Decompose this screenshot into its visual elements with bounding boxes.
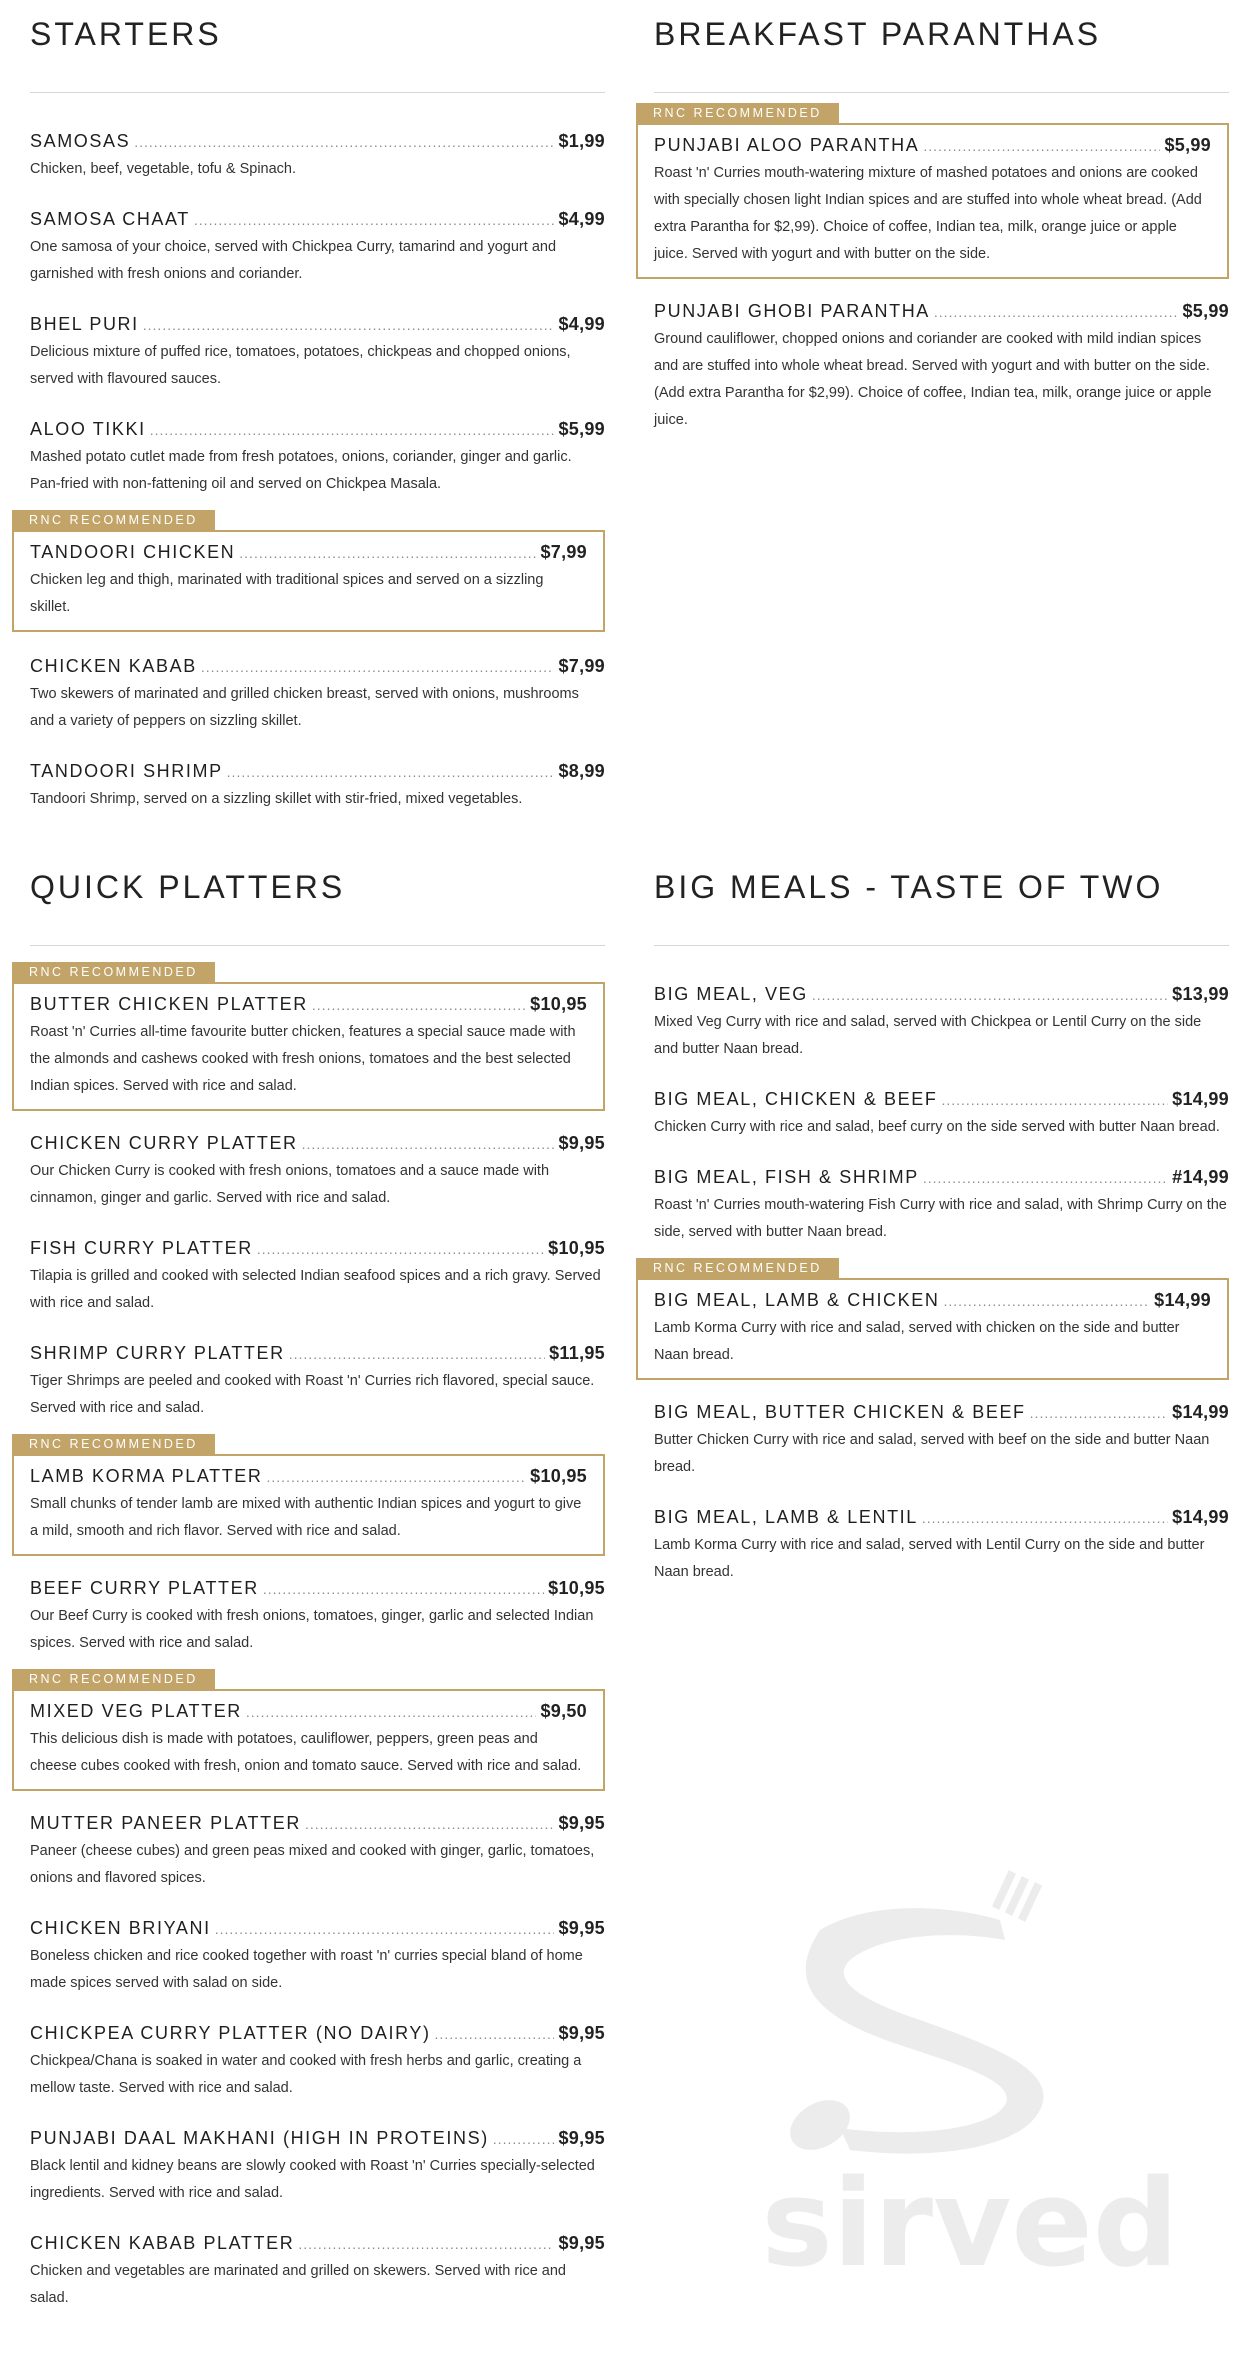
leader-dots <box>302 1132 555 1156</box>
item-name: BIG MEAL, LAMB & LENTIL <box>654 1507 918 1527</box>
item-description: Tilapia is grilled and cooked with selected Indian seafood spices and a rich gravy. Served with rice and salad. <box>30 1268 601 1311</box>
section-quick-platters <box>30 871 605 2312</box>
item-price: $5,99 <box>558 419 605 439</box>
item-name: BIG MEAL, BUTTER CHICKEN & BEEF <box>654 1402 1026 1422</box>
item-name: PUNJABI ALOO PARANTHA <box>654 135 920 155</box>
item-description: Ground cauliflower, chopped onions and coriander are cooked with mild indian spices and are stuffed into whole wheat bread. Served with yogurt and with butter on the side. (Add extra Parantha for $2,99). Choice of coffee, Indian tea, milk, orange juice or apple juice. <box>654 331 1212 428</box>
item-name: BUTTER CHICKEN PLATTER <box>30 994 308 1014</box>
item-description: Mixed Veg Curry with rice and salad, served with Chickpea or Lentil Curry on the side and butter Naan bread. <box>654 1014 1202 1057</box>
item-name: CHICKEN CURRY PLATTER <box>30 1133 298 1153</box>
leader-dots <box>312 993 526 1017</box>
section-title: QUICK PLATTERS <box>30 869 346 905</box>
item-description: Boneless chicken and rice cooked together with roast 'n' curries special bland of home made spices served with salad on side. <box>30 1948 583 1991</box>
leader-dots <box>934 300 1179 324</box>
recommended-badge: RNC RECOMMENDED <box>12 510 215 530</box>
sirved-watermark <box>700 1860 1240 2280</box>
item-price: $1,99 <box>558 131 605 151</box>
item-price: $11,95 <box>549 1343 605 1363</box>
item-name: LAMB KORMA PLATTER <box>30 1466 263 1486</box>
item-price: $4,99 <box>558 314 605 334</box>
menu-item <box>30 417 605 498</box>
leader-dots <box>150 418 555 442</box>
item-name: BHEL PURI <box>30 314 139 334</box>
item-name: PUNJABI GHOBI PARANTHA <box>654 301 930 321</box>
item-name: CHICKEN KABAB <box>30 656 197 676</box>
item-name: BEEF CURRY PLATTER <box>30 1578 259 1598</box>
leader-dots <box>923 1166 1168 1190</box>
section-starters <box>30 18 605 813</box>
item-price: $9,95 <box>558 2023 605 2043</box>
item-description: Chicken and vegetables are marinated and grilled on skewers. Served with rice and salad. <box>30 2263 566 2306</box>
item-price: $14,99 <box>1172 1089 1229 1109</box>
item-name: ALOO TIKKI <box>30 419 146 439</box>
item-name: TANDOORI SHRIMP <box>30 761 223 781</box>
item-description: Butter Chicken Curry with rice and salad, served with beef on the side and butter Naan bread. <box>654 1432 1210 1475</box>
menu-item <box>30 1341 605 1422</box>
leader-dots <box>435 2022 555 2046</box>
menu-item <box>654 1400 1229 1481</box>
menu-item <box>30 129 605 183</box>
menu-item <box>30 759 605 813</box>
recommended-box <box>12 982 605 1111</box>
menu-item <box>30 2231 605 2312</box>
item-name: CHICKPEA CURRY PLATTER (NO DAIRY) <box>30 2023 431 2043</box>
item-description: Tiger Shrimps are peeled and cooked with Roast 'n' Curries rich flavored, special sauce. Served with rice and salad. <box>30 1373 595 1416</box>
section-title: STARTERS <box>30 16 222 52</box>
item-description: Chicken leg and thigh, marinated with traditional spices and served on a sizzling skillet. <box>30 572 544 615</box>
fork-spoon-logo-icon <box>700 1860 1240 2280</box>
menu-item-recommended <box>30 1669 605 1791</box>
item-name: MIXED VEG PLATTER <box>30 1701 242 1721</box>
menu-item <box>30 2021 605 2102</box>
leader-dots <box>943 1289 1150 1313</box>
menu-item <box>654 982 1229 1063</box>
item-description: Roast 'n' Curries mouth-watering mixture of mashed potatoes and onions are cooked with specially chosen light Indian spices and are stuffed into whole wheat bread. (Add extra Parantha for $2,99). Choice of coffee, Indian tea, milk, orange juice or apple juice. Served with yogurt and with butter on the side. <box>654 165 1202 262</box>
section-divider <box>654 945 1229 946</box>
recommended-box <box>636 1278 1229 1380</box>
item-price: $14,99 <box>1172 1402 1229 1422</box>
leader-dots <box>923 134 1160 158</box>
item-name: SHRIMP CURRY PLATTER <box>30 1343 285 1363</box>
menu-item-recommended <box>30 962 605 1111</box>
item-name: TANDOORI CHICKEN <box>30 542 236 562</box>
menu-item <box>30 1916 605 1997</box>
menu-item <box>654 1505 1229 1586</box>
item-price: $4,99 <box>558 209 605 229</box>
leader-dots <box>812 983 1168 1007</box>
item-price: $9,95 <box>558 2233 605 2253</box>
watermark-text: sirved <box>761 2155 1179 2280</box>
item-description: Our Chicken Curry is cooked with fresh onions, tomatoes and a sauce made with cinnamon, ginger and garlic. Served with rice and salad. <box>30 1163 550 1206</box>
item-description: Lamb Korma Curry with rice and salad, served with chicken on the side and butter Naan bread. <box>654 1320 1180 1363</box>
item-name: BIG MEAL, FISH & SHRIMP <box>654 1167 919 1187</box>
recommended-badge: RNC RECOMMENDED <box>636 103 839 123</box>
menu-item <box>30 1576 605 1657</box>
leader-dots <box>305 1812 554 1836</box>
item-price: $9,95 <box>558 2128 605 2148</box>
item-description: Mashed potato cutlet made from fresh potatoes, onions, coriander, ginger and garlic. Pan-fried with non-fattening oil and served on Chickpea Masala. <box>30 449 572 492</box>
item-description: Two skewers of marinated and grilled chicken breast, served with onions, mushrooms and a variety of peppers on sizzling skillet. <box>30 686 579 729</box>
leader-dots <box>194 208 555 232</box>
item-description: Small chunks of tender lamb are mixed with authentic Indian spices and yogurt to give a mild, smooth and rich flavor. Served with rice and salad. <box>30 1496 582 1539</box>
section-divider <box>654 92 1229 93</box>
section-breakfast-paranthas <box>654 18 1229 434</box>
recommended-badge: RNC RECOMMENDED <box>12 962 215 982</box>
item-price: $14,99 <box>1172 1507 1229 1527</box>
item-price: $9,50 <box>540 1701 587 1721</box>
recommended-box <box>636 123 1229 279</box>
item-price: $9,95 <box>558 1813 605 1833</box>
item-price: $7,99 <box>540 542 587 562</box>
menu-item-list <box>654 103 1229 434</box>
menu-item <box>30 312 605 393</box>
section-big-meals <box>654 871 1229 1586</box>
menu-item <box>30 1236 605 1317</box>
leader-dots <box>493 2127 555 2151</box>
menu-item-list <box>654 982 1229 1586</box>
leader-dots <box>227 760 555 784</box>
leader-dots <box>922 1506 1168 1530</box>
menu-item <box>654 1087 1229 1141</box>
leader-dots <box>289 1342 545 1366</box>
menu-item-recommended <box>30 1434 605 1556</box>
leader-dots <box>298 2232 554 2256</box>
item-description: Paneer (cheese cubes) and green peas mixed and cooked with ginger, garlic, tomatoes, onions and flavored spices. <box>30 1843 595 1886</box>
section-divider <box>30 945 605 946</box>
item-description: Roast 'n' Curries mouth-watering Fish Curry with rice and salad, with Shrimp Curry on the side, served with butter Naan bread. <box>654 1197 1227 1240</box>
item-price: $7,99 <box>558 656 605 676</box>
item-name: FISH CURRY PLATTER <box>30 1238 253 1258</box>
item-price: $9,95 <box>558 1133 605 1153</box>
item-name: SAMOSA CHAAT <box>30 209 190 229</box>
menu-item <box>30 2126 605 2207</box>
menu-item <box>30 1811 605 1892</box>
item-price: #14,99 <box>1172 1167 1229 1187</box>
item-description: Black lentil and kidney beans are slowly cooked with Roast 'n' Curries specially-selected ingredients. Served with rice and salad. <box>30 2158 595 2201</box>
leader-dots <box>941 1088 1168 1112</box>
leader-dots <box>263 1577 544 1601</box>
leader-dots <box>134 130 554 154</box>
item-description: Delicious mixture of puffed rice, tomatoes, potatoes, chickpeas and chopped onions, served with flavoured sauces. <box>30 344 571 387</box>
menu-item-recommended <box>654 103 1229 279</box>
menu-item-list <box>30 129 605 813</box>
menu-item <box>654 299 1229 434</box>
recommended-badge: RNC RECOMMENDED <box>12 1669 215 1689</box>
item-price: $8,99 <box>558 761 605 781</box>
item-name: BIG MEAL, VEG <box>654 984 808 1004</box>
menu-item <box>30 1131 605 1212</box>
leader-dots <box>267 1465 527 1489</box>
recommended-badge: RNC RECOMMENDED <box>636 1258 839 1278</box>
item-description: Chickpea/Chana is soaked in water and cooked with fresh herbs and garlic, creating a mellow taste. Served with rice and salad. <box>30 2053 582 2096</box>
item-description: Chicken, beef, vegetable, tofu & Spinach. <box>30 161 297 177</box>
item-name: PUNJABI DAAL MAKHANI (HIGH IN PROTEINS) <box>30 2128 489 2148</box>
recommended-badge: RNC RECOMMENDED <box>12 1434 215 1454</box>
menu-item-list <box>30 962 605 2312</box>
item-price: $10,95 <box>548 1578 605 1598</box>
item-name: CHICKEN KABAB PLATTER <box>30 2233 295 2253</box>
recommended-box <box>12 1454 605 1556</box>
item-name: BIG MEAL, CHICKEN & BEEF <box>654 1089 938 1109</box>
leader-dots <box>246 1700 537 1724</box>
item-description: Roast 'n' Curries all-time favourite butter chicken, features a special sauce made with the almonds and cashews cooked with fresh onions, tomatoes and the best selected Indian spices. Served with rice and salad. <box>30 1024 576 1094</box>
leader-dots <box>143 313 555 337</box>
item-name: MUTTER PANEER PLATTER <box>30 1813 301 1833</box>
section-divider <box>30 92 605 93</box>
recommended-box <box>12 1689 605 1791</box>
item-price: $10,95 <box>530 994 587 1014</box>
item-name: CHICKEN BRIYANI <box>30 1918 211 1938</box>
leader-dots <box>201 655 555 679</box>
item-description: Tandoori Shrimp, served on a sizzling skillet with stir-fried, mixed vegetables. <box>30 791 523 807</box>
item-price: $5,99 <box>1164 135 1211 155</box>
item-description: This delicious dish is made with potatoes, cauliflower, peppers, green peas and cheese cubes cooked with fresh, onion and tomato sauce. Served with rice and salad. <box>30 1731 582 1774</box>
section-title: BIG MEALS - TASTE OF TWO <box>654 869 1164 905</box>
item-description: Chicken Curry with rice and salad, beef curry on the side served with butter Naan bread. <box>654 1119 1220 1135</box>
item-price: $10,95 <box>548 1238 605 1258</box>
item-description: Our Beef Curry is cooked with fresh onions, tomatoes, ginger, garlic and selected Indian spices. Served with rice and salad. <box>30 1608 594 1651</box>
leader-dots <box>239 541 536 565</box>
item-price: $13,99 <box>1172 984 1229 1004</box>
item-price: $9,95 <box>558 1918 605 1938</box>
leader-dots <box>215 1917 555 1941</box>
item-description: One samosa of your choice, served with Chickpea Curry, tamarind and yogurt and garnished with fresh onions and coriander. <box>30 239 557 282</box>
menu-item <box>654 1165 1229 1246</box>
recommended-box <box>12 530 605 632</box>
menu-item <box>30 654 605 735</box>
menu-item <box>30 207 605 288</box>
menu-item-recommended <box>654 1258 1229 1380</box>
item-price: $14,99 <box>1154 1290 1211 1310</box>
menu-item-recommended <box>30 510 605 632</box>
item-price: $5,99 <box>1182 301 1229 321</box>
item-price: $10,95 <box>530 1466 587 1486</box>
item-name: SAMOSAS <box>30 131 131 151</box>
leader-dots <box>257 1237 544 1261</box>
leader-dots <box>1030 1401 1168 1425</box>
item-name: BIG MEAL, LAMB & CHICKEN <box>654 1290 940 1310</box>
section-title: BREAKFAST PARANTHAS <box>654 16 1102 52</box>
item-description: Lamb Korma Curry with rice and salad, served with Lentil Curry on the side and butter Naan bread. <box>654 1537 1205 1580</box>
